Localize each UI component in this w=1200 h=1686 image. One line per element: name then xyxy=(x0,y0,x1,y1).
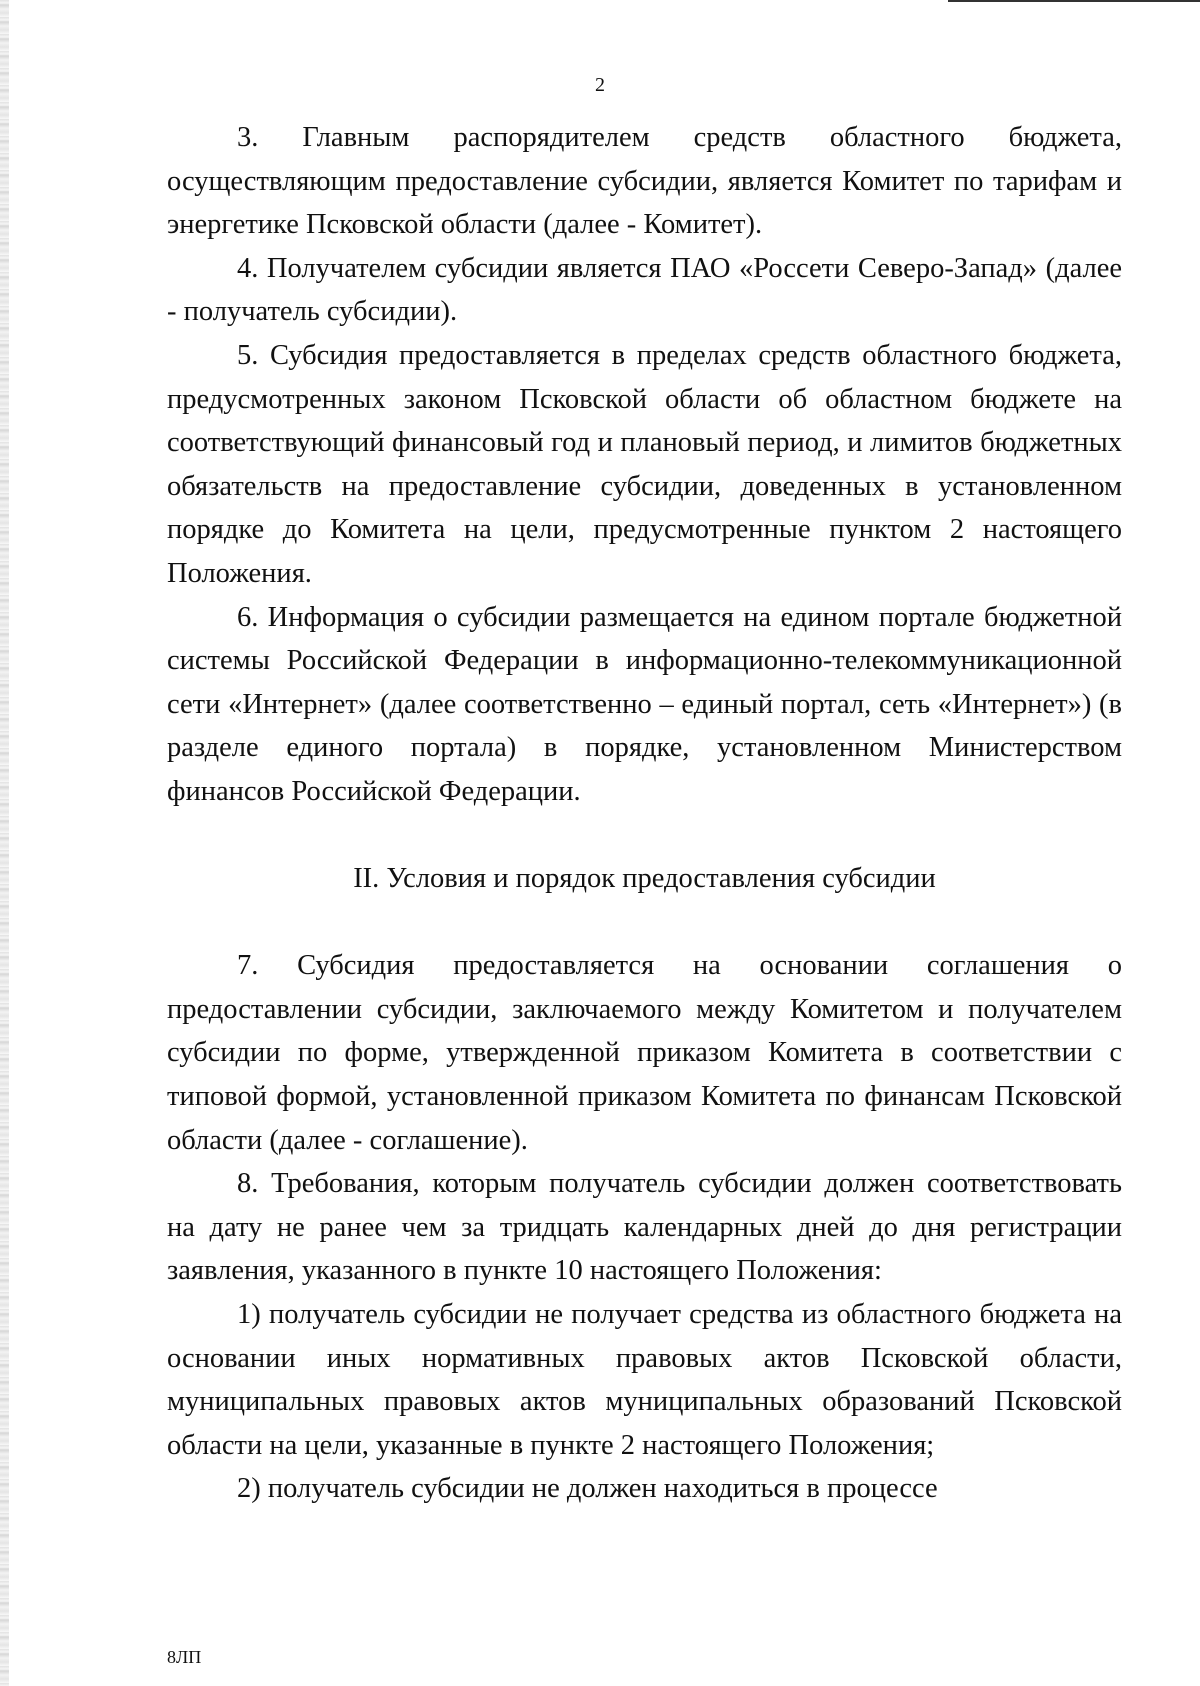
paragraph-8-item-1: 1) получатель субсидии не получает средства из областного бюджета на основании иных нормативных правовых актов Псковской области, муниципальных правовых актов муниципальных образований Псковской области на цели, указанные в пункте 2 настоящего Положения; xyxy=(167,1299,1122,1461)
page-number: 2 xyxy=(595,74,605,96)
paragraph-7: 7. Субсидия предоставляется на основании соглашения о предоставлении субсидии, заключаемого между Комитетом и получателем субсидии по форме, утвержденной приказом Комитета в соответствии с типовой формой, установленной приказом Комитета по финансам Псковской области (далее - соглашение). xyxy=(167,950,1122,1156)
document-body xyxy=(167,116,1122,1511)
top-rule xyxy=(948,0,1200,2)
footer-code: 8ЛП xyxy=(167,1647,202,1667)
scan-edge xyxy=(0,0,9,1686)
paragraph-3: 3. Главным распорядителем средств областного бюджета, осуществляющим предоставление субсидии, является Комитет по тарифам и энергетике Псковской области (далее - Комитет). xyxy=(167,122,1122,241)
paragraph-8-item-2: 2) получатель субсидии не должен находиться в процессе xyxy=(237,1473,938,1505)
paragraph-6: 6. Информация о субсидии размещается на едином портале бюджетной системы Российской Федерации в информационно-телекоммуникационной сети «Интернет» (далее соответственно – единый портал, сеть «Интернет») (в разделе единого портала) в порядке, установленном Министерством финансов Российской Федерации. xyxy=(167,601,1122,807)
paragraph-4: 4. Получателем субсидии является ПАО «Россети Северо-Запад» (далее - получатель субсидии). xyxy=(167,252,1122,328)
paragraph-8: 8. Требования, которым получатель субсидии должен соответствовать на дату не ранее чем за тридцать календарных дней до дня регистрации заявления, указанного в пункте 10 настоящего Положения: xyxy=(167,1168,1122,1287)
paragraph-5: 5. Субсидия предоставляется в пределах средств областного бюджета, предусмотренных законом Псковской области об областном бюджете на соответствующий финансовый год и плановый период, и лимитов бюджетных обязательств на предоставление субсидии, доведенных в установленном порядке до Комитета на цели, предусмотренные пунктом 2 настоящего Положения. xyxy=(167,339,1122,589)
section-heading: II. Условия и порядок предоставления субсидии xyxy=(353,863,936,895)
